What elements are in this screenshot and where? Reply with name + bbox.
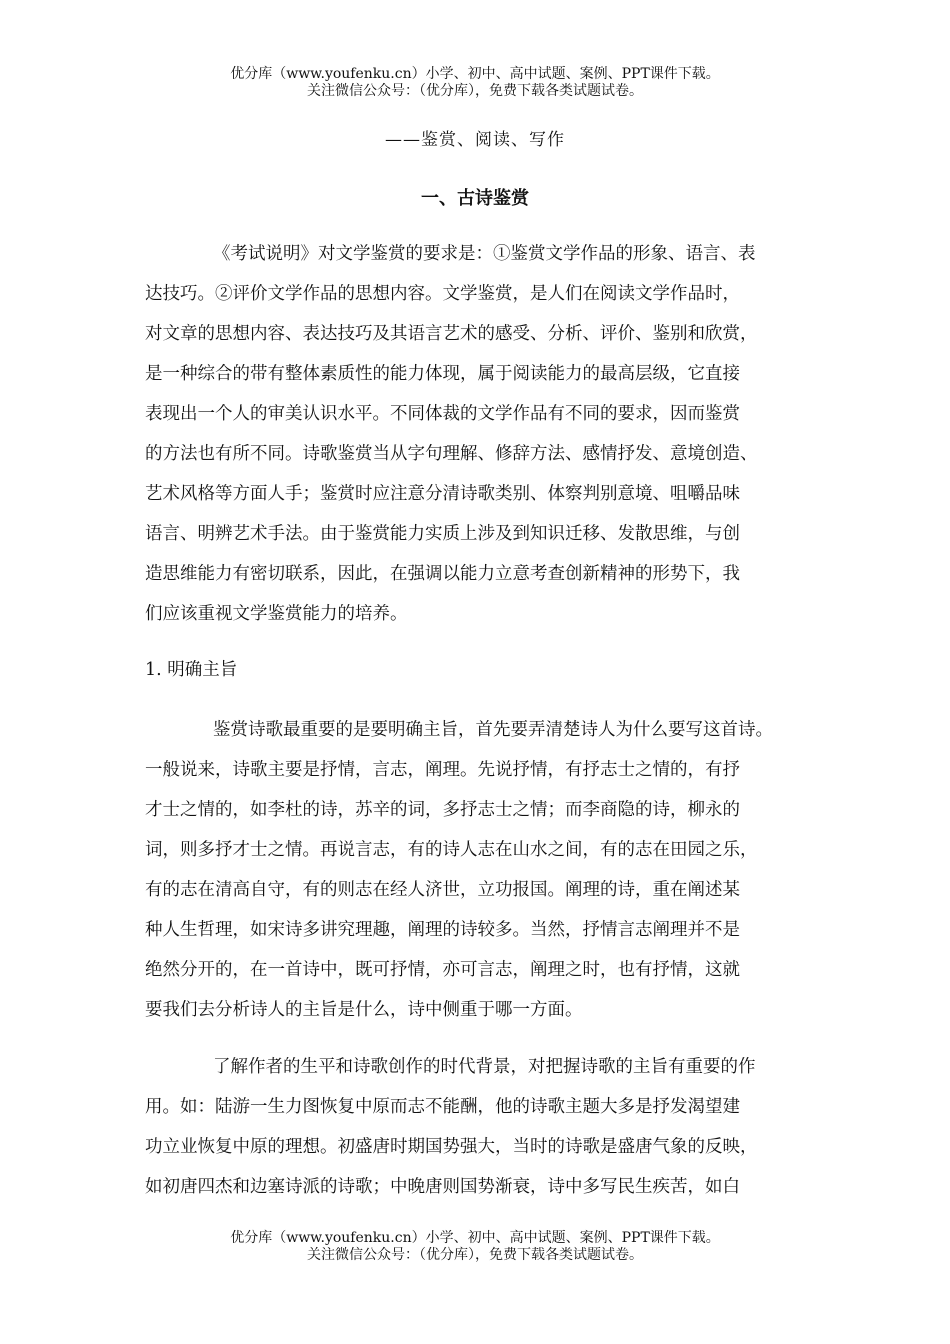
paragraph-line: 才士之情的，如李杜的诗，苏辛的词，多抒志士之情；而李商隐的诗，柳永的 (145, 800, 740, 820)
paragraph-line: 功立业恢复中原的理想。初盛唐时期国势强大，当时的诗歌是盛唐气象的反映， (145, 1137, 758, 1157)
paragraph-line: 对文章的思想内容、表达技巧及其语言艺术的感受、分析、评价、鉴别和欣赏， (145, 324, 758, 344)
paragraph-line: 要我们去分析诗人的主旨是什么，诗中侧重于哪一方面。 (145, 1000, 583, 1020)
paragraph-theme (145, 710, 773, 1030)
paragraph-line: 造思维能力有密切联系，因此，在强调以能力立意考查创新精神的形势下，我 (145, 564, 740, 584)
page-header (0, 66, 950, 100)
footer-line-1: 优分库（www.youfenku.cn）小学、初中、高中试题、案例、PPT课件下载。 (230, 1230, 720, 1246)
paragraph-line: 的方法也有所不同。诗歌鉴赏当从字句理解、修辞方法、感情抒发、意境创造、 (145, 444, 758, 464)
paragraph-line: 《考试说明》对文学鉴赏的要求是：①鉴赏文学作品的形象、语言、表 (213, 244, 756, 264)
paragraph-line: 艺术风格等方面人手；鉴赏时应注意分清诗歌类别、体察判别意境、咀嚼品味 (145, 484, 740, 504)
header-line-1: 优分库（www.youfenku.cn）小学、初中、高中试题、案例、PPT课件下载。 (230, 66, 720, 82)
paragraph-line: 有的志在清高自守，有的则志在经人济世，立功报国。阐理的诗，重在阐述某 (145, 880, 740, 900)
paragraph-line: 鉴赏诗歌最重要的是要明确主旨，首先要弄清楚诗人为什么要写这首诗。 (213, 720, 773, 740)
paragraph-line: 达技巧。②评价文学作品的思想内容。文学鉴赏，是人们在阅读文学作品时， (145, 284, 740, 304)
paragraph-line: 一般说来，诗歌主要是抒情，言志，阐理。先说抒情，有抒志士之情的，有抒 (145, 760, 740, 780)
paragraph-intro (145, 234, 758, 634)
page-footer (0, 1230, 950, 1264)
subheading-text: 1. 明确主旨 (145, 660, 238, 680)
footer-line-2: 关注微信公众号：（优分库），免费下载各类试题试卷。 (307, 1247, 643, 1263)
paragraph-line: 种人生哲理，如宋诗多讲究理趣，阐理的诗较多。当然，抒情言志阐理并不是 (145, 920, 740, 940)
document-subtitle: ——鉴赏、阅读、写作 (385, 130, 565, 150)
paragraph-line: 词，则多抒才士之情。再说言志，有的诗人志在山水之间，有的志在田园之乐， (145, 840, 758, 860)
subheading (145, 650, 237, 690)
paragraph-line: 表现出一个人的审美认识水平。不同体裁的文学作品有不同的要求，因而鉴赏 (145, 404, 740, 424)
paragraph-line: 语言、明辨艺术手法。由于鉴赏能力实质上涉及到知识迁移、发散思维，与创 (145, 524, 740, 544)
paragraph-line: 是一种综合的带有整体素质性的能力体现，属于阅读能力的最高层级，它直接 (145, 364, 740, 384)
paragraph-line: 们应该重视文学鉴赏能力的培养。 (145, 604, 408, 624)
paragraph-line: 了解作者的生平和诗歌创作的时代背景，对把握诗歌的主旨有重要的作 (213, 1057, 756, 1077)
paragraph-line: 如初唐四杰和边塞诗派的诗歌；中晚唐则国势渐衰，诗中多写民生疾苦，如白 (145, 1177, 740, 1197)
paragraph-line: 绝然分开的，在一首诗中，既可抒情，亦可言志，阐理之时，也有抒情，这就 (145, 960, 740, 980)
paragraph-line: 用。如：陆游一生力图恢复中原而志不能酬，他的诗歌主题大多是抒发渴望建 (145, 1097, 740, 1117)
section-title: 一、古诗鉴赏 (421, 188, 529, 209)
paragraph-background (145, 1047, 758, 1207)
header-line-2: 关注微信公众号：（优分库），免费下载各类试题试卷。 (307, 83, 643, 99)
